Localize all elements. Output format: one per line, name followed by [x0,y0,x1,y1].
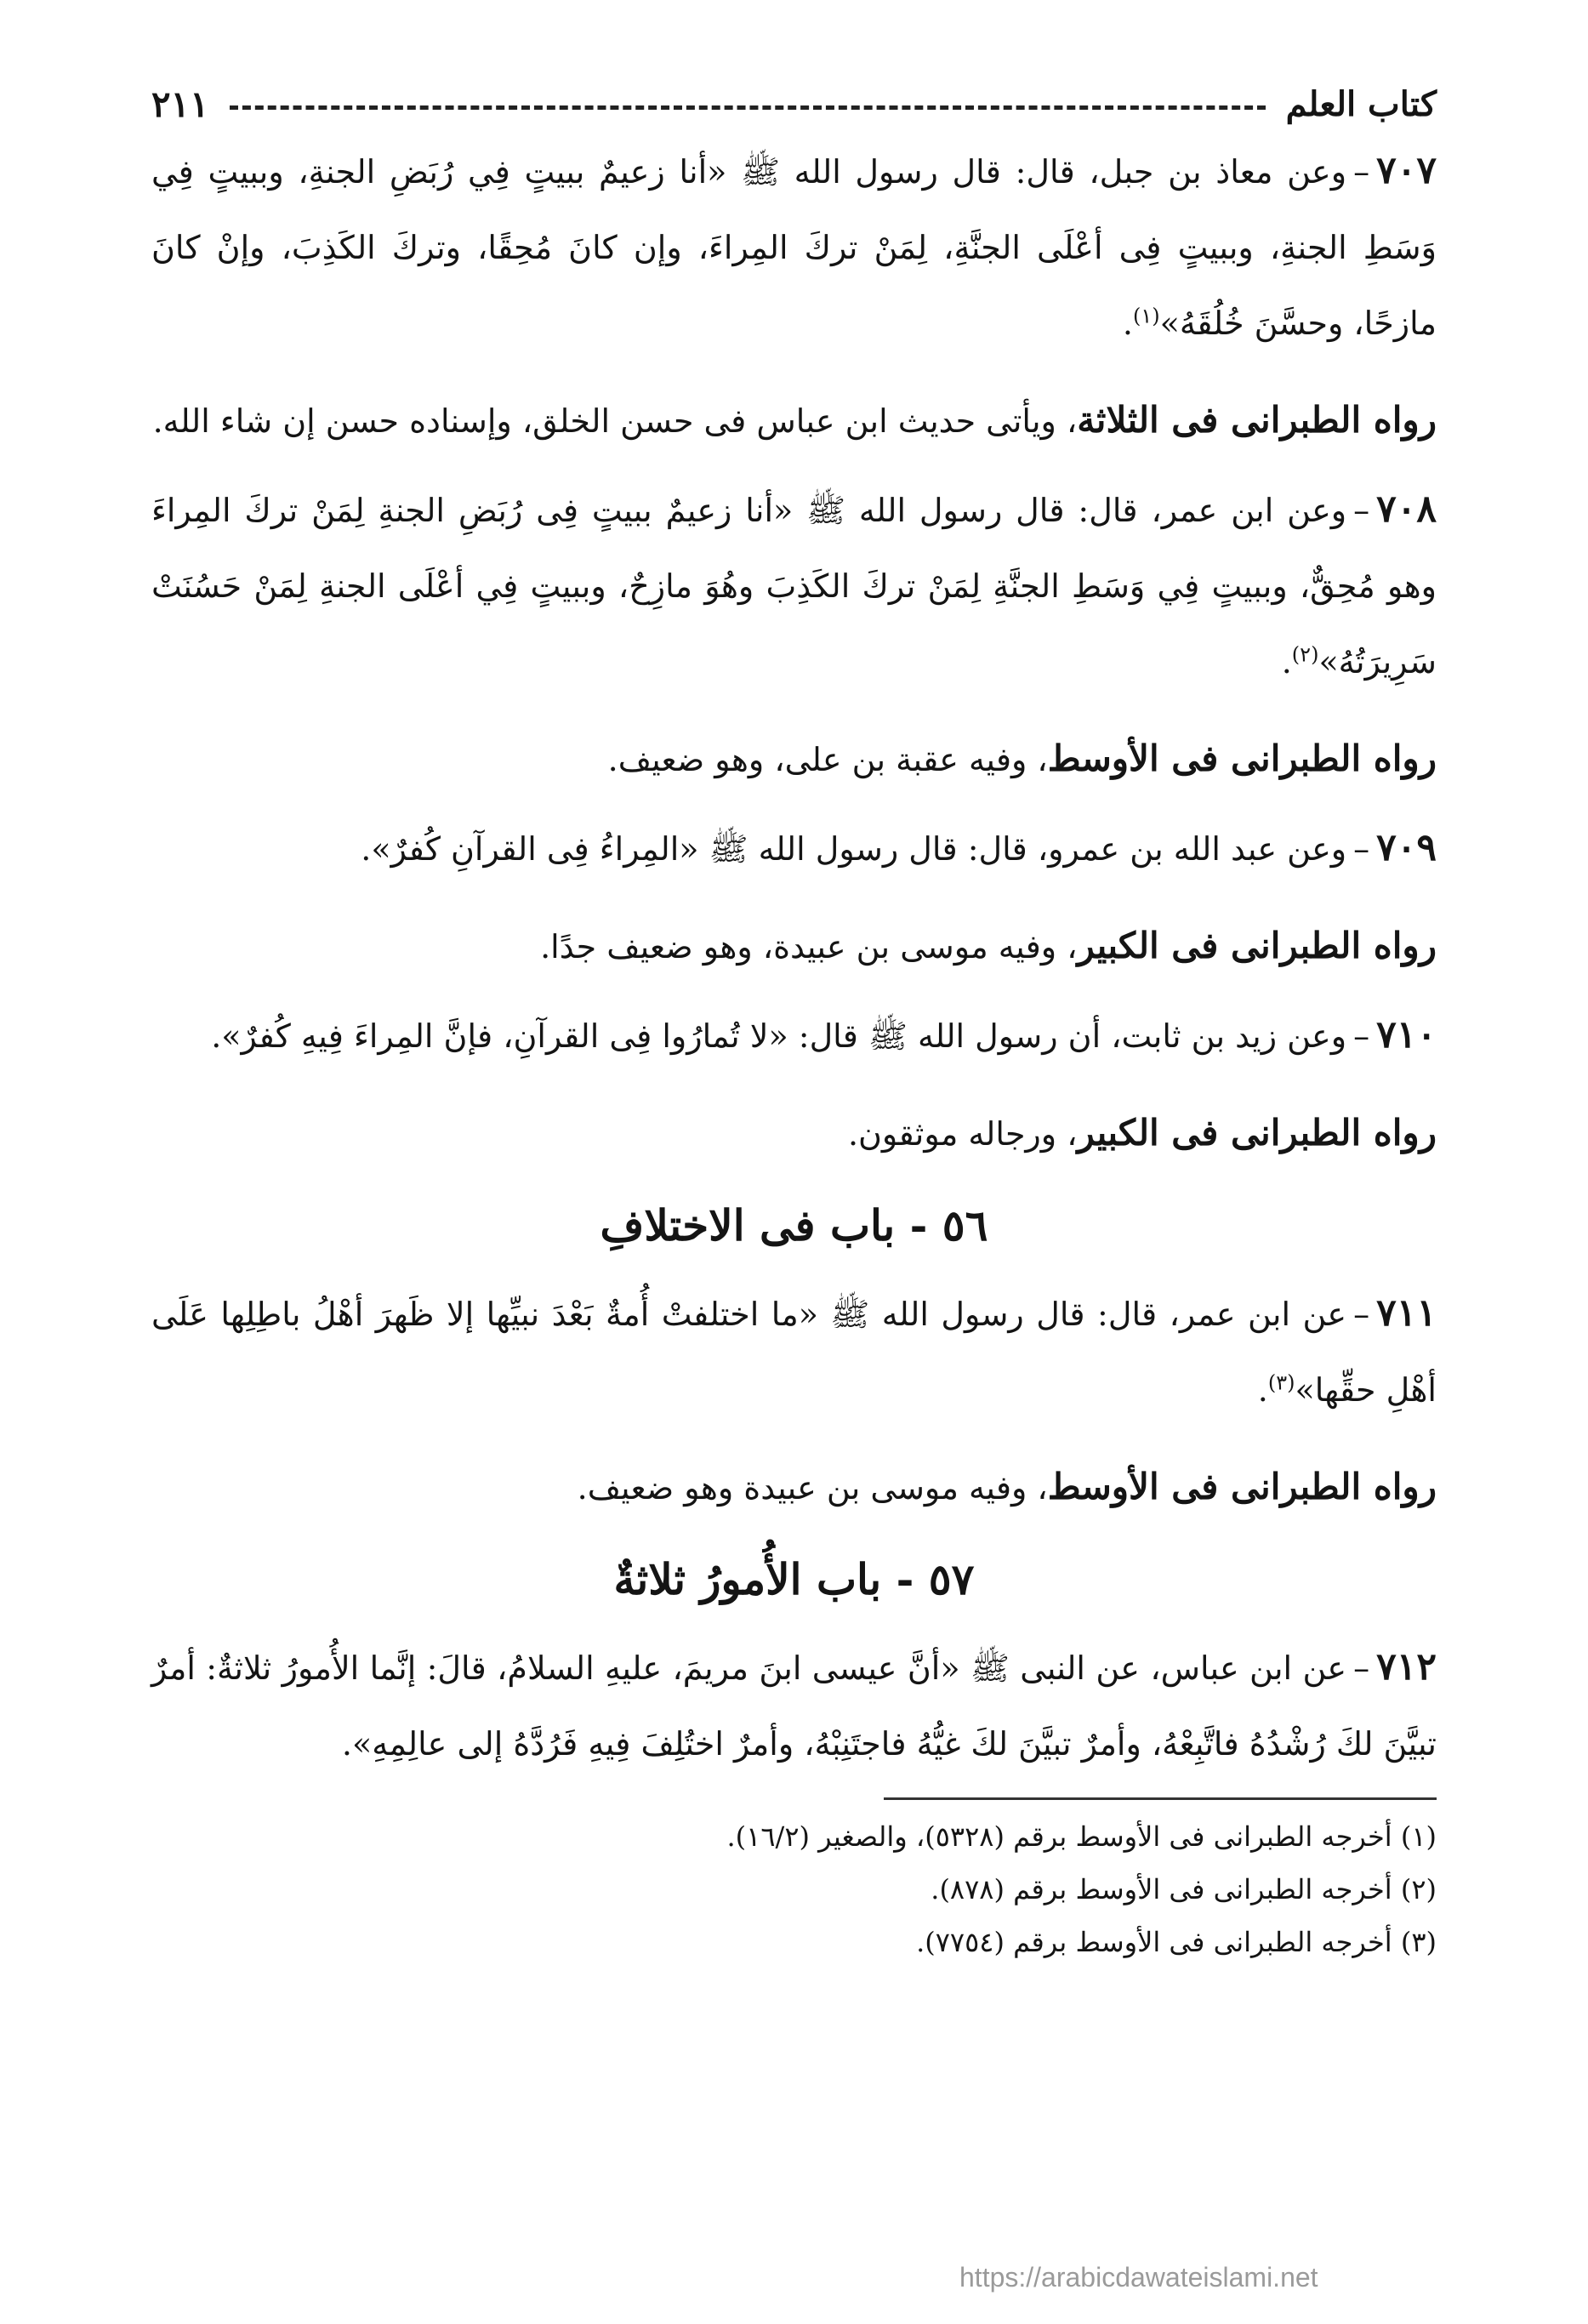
grading-709 [151,908,1437,985]
hadith-707: ٧٠٧–وعن معاذ بن جبل، قال: قال رسول الله ﷺ «أنا زعيمٌ ببيتٍ فِي رُبَضِ الجنةِ، وببيتٍ فِي وَسَطِ الجنةِ، وببيتٍ فِى أعْلَى الجنَّةِ، لِمَنْ تركَ المِراءَ، وإن كانَ مُحِقًا، وتركَ الكَذِبَ، وإنْ كانَ مازحًا، وحسَّنَ خُلُقَهُ»$^{(١)}$. [151,149,1437,342]
footnote-rule [884,1797,1437,1800]
chapter-heading-56: ٥٦ - باب فى الاختلافِ [600,1200,988,1250]
running-header [151,78,1437,129]
hadith-text: وعن عبد الله بن عمرو، قال: قال رسول الله ﷺ «المِراءُ فِى القرآنِ كُفرٌ». [361,830,1347,868]
footnote-ref: (١) [1133,304,1160,328]
watermark-url: https://arabicdawateislami.net [959,2262,1318,2293]
hadith-text: وعن معاذ بن جبل، قال: قال رسول الله ﷺ «أنا زعيمٌ ببيتٍ فِي رُبَضِ الجنةِ، وببيتٍ فِي وَسَطِ الجنةِ، وببيتٍ فِى أعْلَى الجنَّةِ، لِمَنْ تركَ المِراءَ، وإن كانَ مُحِقًا، وتركَ الكَذِبَ، وإنْ كانَ مازحًا، وحسَّنَ خُلُقَهُ» [151,153,1437,342]
hadith-text: وعن زيد بن ثابت، أن رسول الله ﷺ قال: «لا تُمارُوا فِى القرآنِ، فإنَّ المِراءَ فِيهِ كُفرٌ». [211,1017,1347,1055]
grading-source: رواه الطبرانى فى الأوسط [1047,1466,1437,1507]
hadith-number: ٧١٢ [1376,1645,1437,1689]
hadith-number: ٧٠٧ [1376,149,1437,192]
grading-text: ، ورجاله موثقون. [847,1115,1078,1153]
grading-text: ، ويأتى حديث ابن عباس فى حسن الخلق، وإسناده حسن إن شاء الله. [152,402,1078,440]
footnote-ref: (٣) [1267,1370,1295,1395]
header-divider [230,105,1266,110]
hadith-710: ٧١٠–وعن زيد بن ثابت، أن رسول الله ﷺ قال: «لا تُمارُوا فِى القرآنِ، فإنَّ المِراءَ فِيهِ كُفرٌ». [211,1013,1437,1057]
footnote-ref: (٢) [1291,642,1319,667]
footnote-2: (٢) أخرجه الطبرانى فى الأوسط برقم (٨٧٨). [931,1873,1437,1905]
hadith-711: ٧١١–عن ابن عمر، قال: قال رسول الله ﷺ «ما اختلفتْ أُمةٌ بَعْدَ نبيِّها إلا ظَهرَ أهْلُ باطِلِها عَلَى أهْلِ حقِّها»$^{(٣)}$. [151,1291,1437,1409]
page-number: ٢١١ [151,83,209,125]
grading-text: ، وفيه موسى بن عبيدة وهو ضعيف. [577,1469,1048,1507]
hadith-text: عن ابن عباس، عن النبى ﷺ «أنَّ عيسى ابنَ مريمَ، عليهِ السلامُ، قالَ: إنَّما الأُمورُ ثلاثةٌ: أمرٌ تبيَّنَ لكَ رُشْدُهُ فاتَّبِعْهُ، وأمرٌ تبيَّنَ لكَ غيُّهُ فاجتَنِبْهُ، وأمرٌ اختُلِفَ فِيهِ فَرُدَّهُ إلى عالِمِهِ». [151,1649,1437,1763]
hadith-number: ٧١١ [1376,1291,1437,1335]
grading-source: رواه الطبرانى فى الكبير [1077,925,1437,966]
book-title: كتاب العلم [1285,83,1437,124]
grading-text: ، وفيه عقبة بن على، وهو ضعيف. [607,741,1048,778]
grading-708 [151,721,1437,798]
grading-707 [151,382,1437,459]
grading-source: رواه الطبرانى فى الأوسط [1047,738,1437,779]
grading-711 [151,1449,1437,1526]
hadith-number: ٧٠٩ [1376,826,1437,869]
grading-source: رواه الطبرانى فى الكبير [1077,1112,1437,1153]
hadith-number: ٧١٠ [1376,1013,1437,1057]
footnote-3: (٣) أخرجه الطبرانى فى الأوسط برقم (٧٧٥٤). [916,1926,1437,1958]
grading-text: ، وفيه موسى بن عبيدة، وهو ضعيف جدًا. [540,928,1078,965]
chapter-heading-57: ٥٧ - باب الأُمورُ ثلاثةٌ [613,1554,975,1604]
footnote-1: (١) أخرجه الطبرانى فى الأوسط برقم (٥٣٢٨)، والصغير (١٦/٢). [726,1820,1437,1853]
hadith-709: ٧٠٩–وعن عبد الله بن عمرو، قال: قال رسول الله ﷺ «المِراءُ فِى القرآنِ كُفرٌ». [361,826,1437,869]
hadith-number: ٧٠٨ [1376,487,1437,531]
hadith-text: عن ابن عمر، قال: قال رسول الله ﷺ «ما اختلفتْ أُمةٌ بَعْدَ نبيِّها إلا ظَهرَ أهْلُ باطِلِها عَلَى أهْلِ حقِّها» [151,1296,1437,1409]
page-body [151,133,1437,1968]
hadith-712: ٧١٢–عن ابن عباس، عن النبى ﷺ «أنَّ عيسى ابنَ مريمَ، عليهِ السلامُ، قالَ: إنَّما الأُمورُ ثلاثةٌ: أمرٌ تبيَّنَ لكَ رُشْدُهُ فاتَّبِعْهُ، وأمرٌ تبيَّنَ لكَ غيُّهُ فاجتَنِبْهُ، وأمرٌ اختُلِفَ فِيهِ فَرُدَّهُ إلى عالِمِهِ». [151,1645,1437,1763]
hadith-708: ٧٠٨–وعن ابن عمر، قال: قال رسول الله ﷺ «أنا زعيمٌ ببيتٍ فِى رُبَضِ الجنةِ لِمَنْ تركَ المِراءَ وهو مُحِقٌّ، وببيتٍ فِي وَسَطِ الجنَّةِ لِمَنْ تركَ الكَذِبَ وهُوَ مازِحٌ، وببيتٍ فِي أعْلَى الجنةِ لِمَنْ حَسُنَتْ سَرِيرَتُهُ»$^{(٢)}$. [151,487,1437,681]
hadith-text: وعن ابن عمر، قال: قال رسول الله ﷺ «أنا زعيمٌ ببيتٍ فِى رُبَضِ الجنةِ لِمَنْ تركَ المِراءَ وهو مُحِقٌّ، وببيتٍ فِي وَسَطِ الجنَّةِ لِمَنْ تركَ الكَذِبَ وهُوَ مازِحٌ، وببيتٍ فِي أعْلَى الجنةِ لِمَنْ حَسُنَتْ سَرِيرَتُهُ» [151,492,1437,681]
grading-710 [151,1095,1437,1172]
footnotes-section [151,1797,1437,1968]
grading-source: رواه الطبرانى فى الثلاثة [1077,399,1437,441]
